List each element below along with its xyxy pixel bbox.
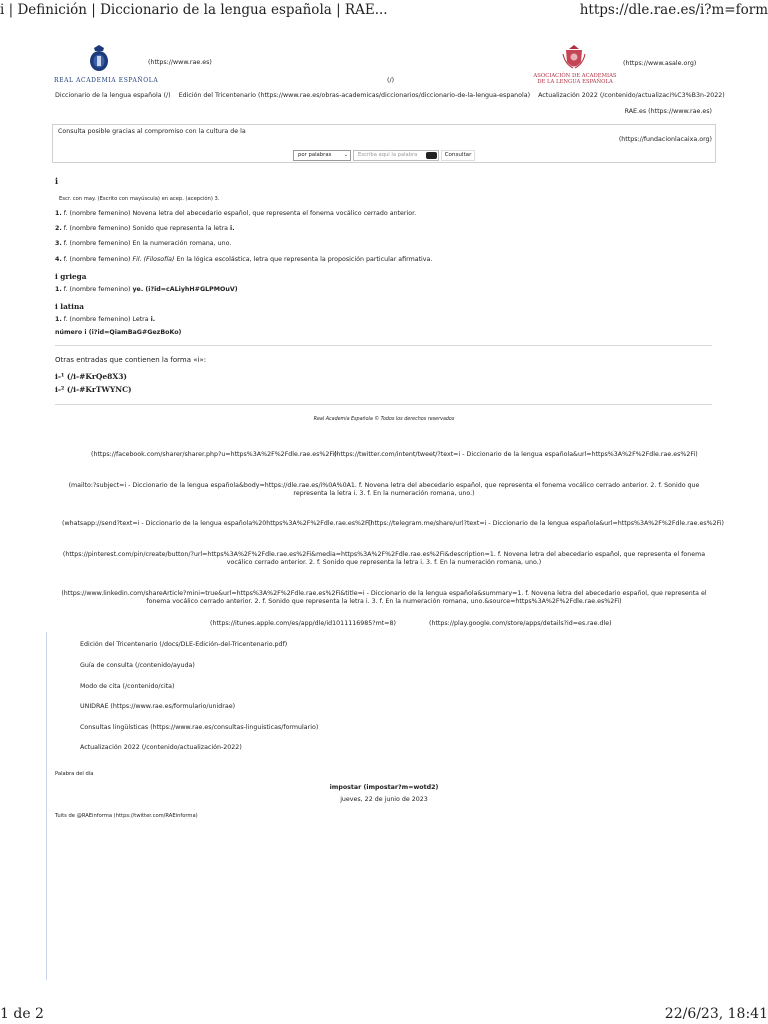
other-entries-label: Otras entradas que contienen la forma «i»: (55, 356, 207, 364)
subentry-title: i latina (55, 302, 84, 311)
sense-letter: i. (150, 316, 156, 323)
numero-i-link[interactable]: número i (i?id=QiamBaG#GezBoKo) (55, 329, 182, 336)
sense-text: f. (nombre femenino) (61, 256, 133, 263)
sense-3 (55, 240, 231, 248)
footer-link-cita[interactable]: Modo de cita (/contenido/cita) (80, 683, 175, 690)
other-entry-link[interactable]: i-¹ (/i-#KrQe8X3) (55, 372, 127, 381)
print-page-title: i | Definición | Diccionario de la lengua española | RAE... (0, 2, 388, 18)
sense-4 (55, 256, 432, 264)
share-mail-link[interactable]: (mailto:?subject=i - Diccionario de la lengua española&body=https://dle.rae.es/i%0A%0A1. f. Novena letra del abecedario español, que representa el fonema vocálico cerrado anterior. 2. f. Sonido que representa la letra i. 3. f. En la numeración romana, uno.) (68, 482, 700, 498)
sense-text: f. (nombre femenino) En la numeración romana, uno. (61, 240, 232, 247)
entry-note: Escr. con may. (Escrito con mayúscula) en acep. (acepción) 3. (59, 196, 220, 202)
word-of-day-link[interactable]: impostar (impostar?m=wotd2) (329, 784, 439, 791)
sense-text: f. (nombre femenino) Novena letra del abecedario español, que representa el fonema vocálico cerrado anterior. (61, 210, 417, 217)
footer-link-actualizacion[interactable]: Actualización 2022 (/contenido/actualización-2022) (80, 744, 242, 751)
sense-text: f. (nombre femenino) Letra (61, 316, 151, 323)
keyboard-icon[interactable] (426, 152, 437, 159)
asale-logo-text: ASOCIACIÓN DE ACADEMIAS DE LA LENGUA ESPAÑOLA (533, 73, 617, 86)
rae-es-link[interactable]: RAE.es (https://www.rae.es) (624, 108, 712, 115)
sense-text: En la lógica escolástica, letra que representa la proposición particular afirmativa. (174, 256, 433, 263)
left-rule (46, 632, 47, 980)
share-linkedin-link[interactable]: (https://www.linkedin.com/shareArticle?mini=true&url=https%3A%2F%2Fdle.rae.es%2Fi&title=i - Diccionario de la lengua española&summary=1. f. Novena letra del abecedario español, que representa el fonema vocálico cerrado anterior. 2. f. Sonido que representa la letra i. 3. f. En la numeración romana, uno.&source=https%3A%2F%2Fdle.rae.es%2Fi) (61, 590, 707, 606)
other-entry-link[interactable]: i-² (/i-#KrTWYNC) (55, 385, 132, 394)
sense-number: 3. (55, 240, 62, 247)
footer-link-guia[interactable]: Guía de consulta (/contenido/ayuda) (80, 662, 195, 669)
main-nav[interactable]: Diccionario de la lengua española (/) Edición del Tricentenario (https://www.rae.es/obras-academicas/diccionarios/diccionario-de-la-lengua-espanola) Actualización 2022 (/contenido/actualizaci%C3%B3n-2022) (55, 92, 725, 99)
share-whatsapp-link[interactable]: (whatsapp://send?text=i - Diccionario de la lengua española%20https%3A%2F%2Fdle.rae.es%2Fi) (62, 520, 373, 527)
itunes-link[interactable]: (https://itunes.apple.com/es/app/dle/id1011116985?mt=8) (210, 620, 396, 627)
search-input-placeholder: Escriba aquí la palabra (358, 152, 418, 158)
sense-letter: i. (230, 225, 235, 232)
rae-crest-icon[interactable] (88, 45, 110, 73)
sense-text: f. (nombre femenino) Sonido que representa la letra (61, 225, 231, 232)
sense-number: 2. (55, 225, 62, 232)
search-submit-button[interactable]: Consultar (441, 150, 475, 161)
sense-2 (55, 225, 235, 233)
share-twitter-link[interactable]: (https://twitter.com/intent/tweet/?text=i - Diccionario de la lengua española&url=https%3A%2F%2Fdle.rae.es%2Fi) (334, 451, 698, 458)
asale-crest-icon[interactable] (561, 44, 587, 72)
subentry-title: i griega (55, 272, 87, 281)
sense-1 (55, 210, 416, 218)
rae-logo-text: REAL ACADEMIA ESPAÑOLA (54, 77, 159, 84)
word-of-day-label: Palabra del día (55, 771, 94, 777)
share-facebook-link[interactable]: (https://facebook.com/sharer/sharer.php?u=https%3A%2F%2Fdle.rae.es%2Fi) (91, 451, 337, 458)
sense-domain: Fil. (Filosofía) (132, 256, 175, 263)
tweets-link[interactable]: Tuits de @RAEinforma (https://twitter.com/RAEinforma) (55, 813, 198, 819)
share-telegram-link[interactable]: (https://telegram.me/share/url?text=i - Diccionario de la lengua española&url=https%3A%2F%2Fdle.rae.es%2Fi) (368, 520, 724, 527)
word-of-day-date: jueves, 22 de junio de 2023 (340, 796, 428, 803)
entry-headword: i (55, 176, 59, 186)
sense-number: 4. (55, 256, 62, 263)
print-page-number: 1 de 2 (0, 1006, 44, 1022)
search-mode-select[interactable] (293, 150, 351, 161)
copyright: Real Academia Española © Todos los derechos reservados (313, 417, 455, 422)
footer-link-tricentenario[interactable]: Edición del Tricentenario (/docs/DLE-Edición-del-Tricentenario.pdf) (80, 641, 288, 648)
chevron-down-icon: ⌄ (343, 152, 348, 158)
subentry-sense: 1. f. (nombre femenino) ye. (i?id=cALiyhH#GLPMOuV) (55, 286, 238, 293)
subentry-sense: 1. f. (nombre femenino) Letra i. (55, 316, 156, 323)
subentry-link[interactable]: ye. (i?id=cALiyhH#GLPMOuV) (132, 286, 238, 293)
sense-text: f. (nombre femenino) (61, 286, 133, 293)
sponsor-link[interactable]: (https://fundacionlacaixa.org) (618, 136, 712, 143)
home-link[interactable]: (/) (387, 77, 395, 84)
google-play-link[interactable]: (https://play.google.com/store/apps/details?id=es.rae.dle) (429, 620, 612, 627)
rae-link[interactable]: (https://www.rae.es) (148, 59, 212, 66)
footer-link-consultas[interactable]: Consultas lingüísticas (https://www.rae.es/consultas-linguisticas/formulario) (80, 724, 319, 731)
footer-link-unidrae[interactable]: UNIDRAE (https://www.rae.es/formulario/unidrae) (80, 703, 236, 710)
asale-link[interactable]: (https://www.asale.org) (623, 60, 697, 67)
sense-number: 1. (55, 210, 62, 217)
print-page-url: https://dle.rae.es/i?m=form (579, 2, 768, 18)
sponsor-text: Consulta posible gracias al compromiso con la cultura de la (58, 128, 246, 135)
share-pinterest-link[interactable]: (https://pinterest.com/pin/create/button/?url=https%3A%2F%2Fdle.rae.es%2Fi&media=https%3A%2F%2Fdle.rae.es%2Fi&description=1. f. Novena letra del abecedario español, que representa el fonema vocálico cerrado anterior. 2. f. Sonido que representa la letra i. 3. f. En la numeración romana, uno.) (62, 551, 706, 567)
search-mode-value: por palabras (298, 152, 332, 158)
print-datetime: 22/6/23, 18:41 (664, 1006, 768, 1022)
